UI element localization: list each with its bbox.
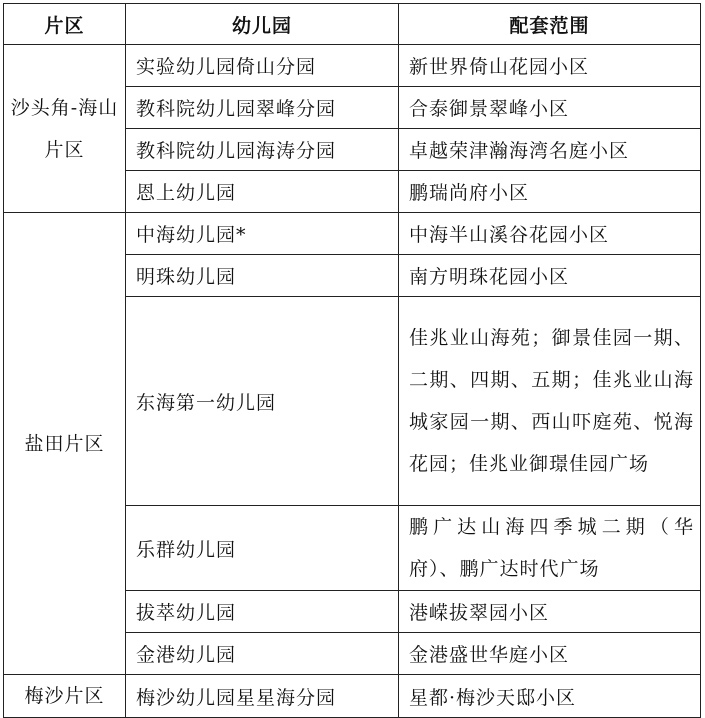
kindergarten-cell: 教科院幼儿园海涛分园 <box>126 129 399 171</box>
scope-cell: 金港盛世华庭小区 <box>399 633 701 675</box>
kindergarten-cell: 中海幼儿园* <box>126 213 399 255</box>
table-row <box>4 45 701 87</box>
kindergarten-cell: 明珠幼儿园 <box>126 255 399 297</box>
kindergarten-cell: 金港幼儿园 <box>126 633 399 675</box>
kindergarten-cell: 拔萃幼儿园 <box>126 591 399 633</box>
area-cell: 梅沙片区 <box>4 675 126 718</box>
header-kindergarten: 幼儿园 <box>126 4 399 45</box>
kindergarten-zoning-table <box>3 3 701 718</box>
kindergarten-cell: 东海第一幼儿园 <box>126 297 399 506</box>
area-cell: 沙头角-海山片区 <box>4 45 126 213</box>
kindergarten-cell: 梅沙幼儿园星星海分园 <box>126 675 399 718</box>
scope-cell: 鹏瑞尚府小区 <box>399 171 701 213</box>
scope-cell: 新世界倚山花园小区 <box>399 45 701 87</box>
scope-cell: 佳兆业山海苑；御景佳园一期、二期、四期、五期；佳兆业山海城家园一期、西山吓庭苑、悦海花园；佳兆业御璟佳园广场 <box>399 297 701 506</box>
scope-cell: 港嵘拔翠园小区 <box>399 591 701 633</box>
kindergarten-cell: 乐群幼儿园 <box>126 506 399 591</box>
kindergarten-cell: 恩上幼儿园 <box>126 171 399 213</box>
kindergarten-cell: 教科院幼儿园翠峰分园 <box>126 87 399 129</box>
header-row <box>4 4 701 45</box>
scope-cell: 卓越荣津瀚海湾名庭小区 <box>399 129 701 171</box>
scope-cell: 中海半山溪谷花园小区 <box>399 213 701 255</box>
table-row <box>4 213 701 255</box>
header-area: 片区 <box>4 4 126 45</box>
scope-cell: 鹏广达山海四季城二期（华府）、鹏广达时代广场 <box>399 506 701 591</box>
scope-cell: 南方明珠花园小区 <box>399 255 701 297</box>
table-row <box>4 675 701 718</box>
scope-cell: 星都·梅沙天邸小区 <box>399 675 701 718</box>
area-cell: 盐田片区 <box>4 213 126 675</box>
header-scope: 配套范围 <box>399 4 701 45</box>
scope-cell: 合泰御景翠峰小区 <box>399 87 701 129</box>
kindergarten-cell: 实验幼儿园倚山分园 <box>126 45 399 87</box>
